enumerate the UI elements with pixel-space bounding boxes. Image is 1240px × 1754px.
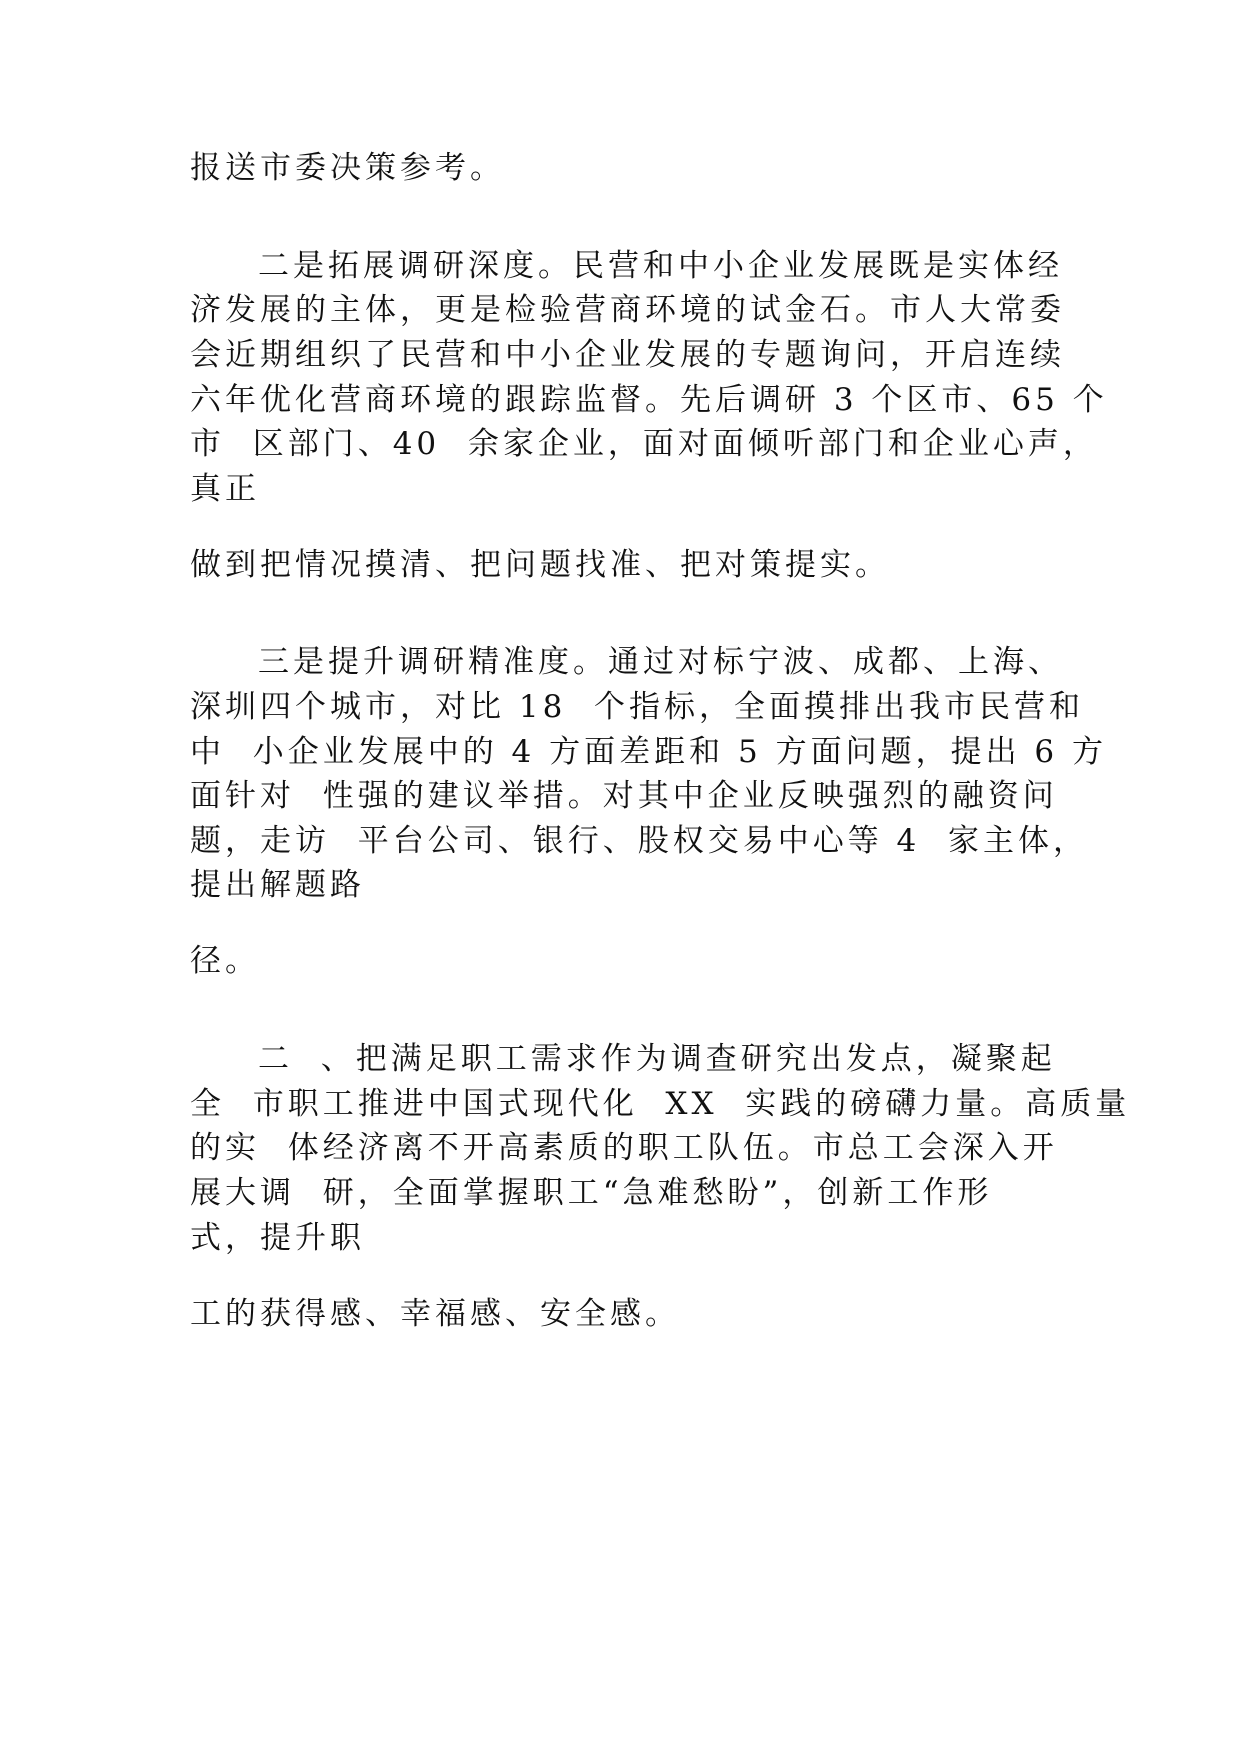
text-line: 的实 体经济离不开高素质的职工队伍。市总工会深入开 — [190, 1130, 1058, 1166]
text-line: 径。 — [190, 943, 260, 979]
text-line: 深圳四个城市，对比 18 个指标，全面摸排出我市民营和 — [190, 689, 1085, 725]
text-line: 式，提升职 — [190, 1220, 365, 1256]
text-line: 做到把情况摸清、把问题找准、把对策提实。 — [190, 547, 890, 583]
text-line: 六年优化营商环境的跟踪监督。先后调研 3 个区市、65 个 — [190, 382, 1108, 418]
text-line: 展大调 研，全面掌握职工“急难愁盼”，创新工作形 — [190, 1175, 993, 1211]
text-line: 会近期组织了民营和中小企业发展的专题询问，开启连续 — [190, 337, 1065, 373]
text-line: 真正 — [190, 471, 260, 507]
text-line: 二 、把满足职工需求作为调查研究出发点，凝聚起 — [258, 1041, 1056, 1077]
text-line: 济发展的主体，更是检验营商环境的试金石。市人大常委 — [190, 292, 1065, 328]
text-line: 工的获得感、幸福感、安全感。 — [190, 1296, 680, 1332]
text-line: 面针对 性强的建议举措。对其中企业反映强烈的融资问 — [190, 778, 1058, 814]
text-line: 二是拓展调研深度。民营和中小企业发展既是实体经 — [258, 248, 1063, 284]
text-line: 全 市职工推进中国式现代化 XX 实践的磅礴力量。高质量 — [190, 1086, 1131, 1122]
text-line: 报送市委决策参考。 — [190, 150, 505, 186]
text-line: 题，走访 平台公司、银行、股权交易中心等 4 家主体， — [190, 823, 1088, 859]
text-line: 提出解题路 — [190, 867, 365, 903]
text-line: 市 区部门、40 余家企业，面对面倾听部门和企业心声， — [190, 426, 1098, 462]
text-line: 中 小企业发展中的 4 方面差距和 5 方面问题，提出 6 方 — [190, 734, 1107, 770]
text-line: 三是提升调研精准度。通过对标宁波、成都、上海、 — [258, 644, 1063, 680]
